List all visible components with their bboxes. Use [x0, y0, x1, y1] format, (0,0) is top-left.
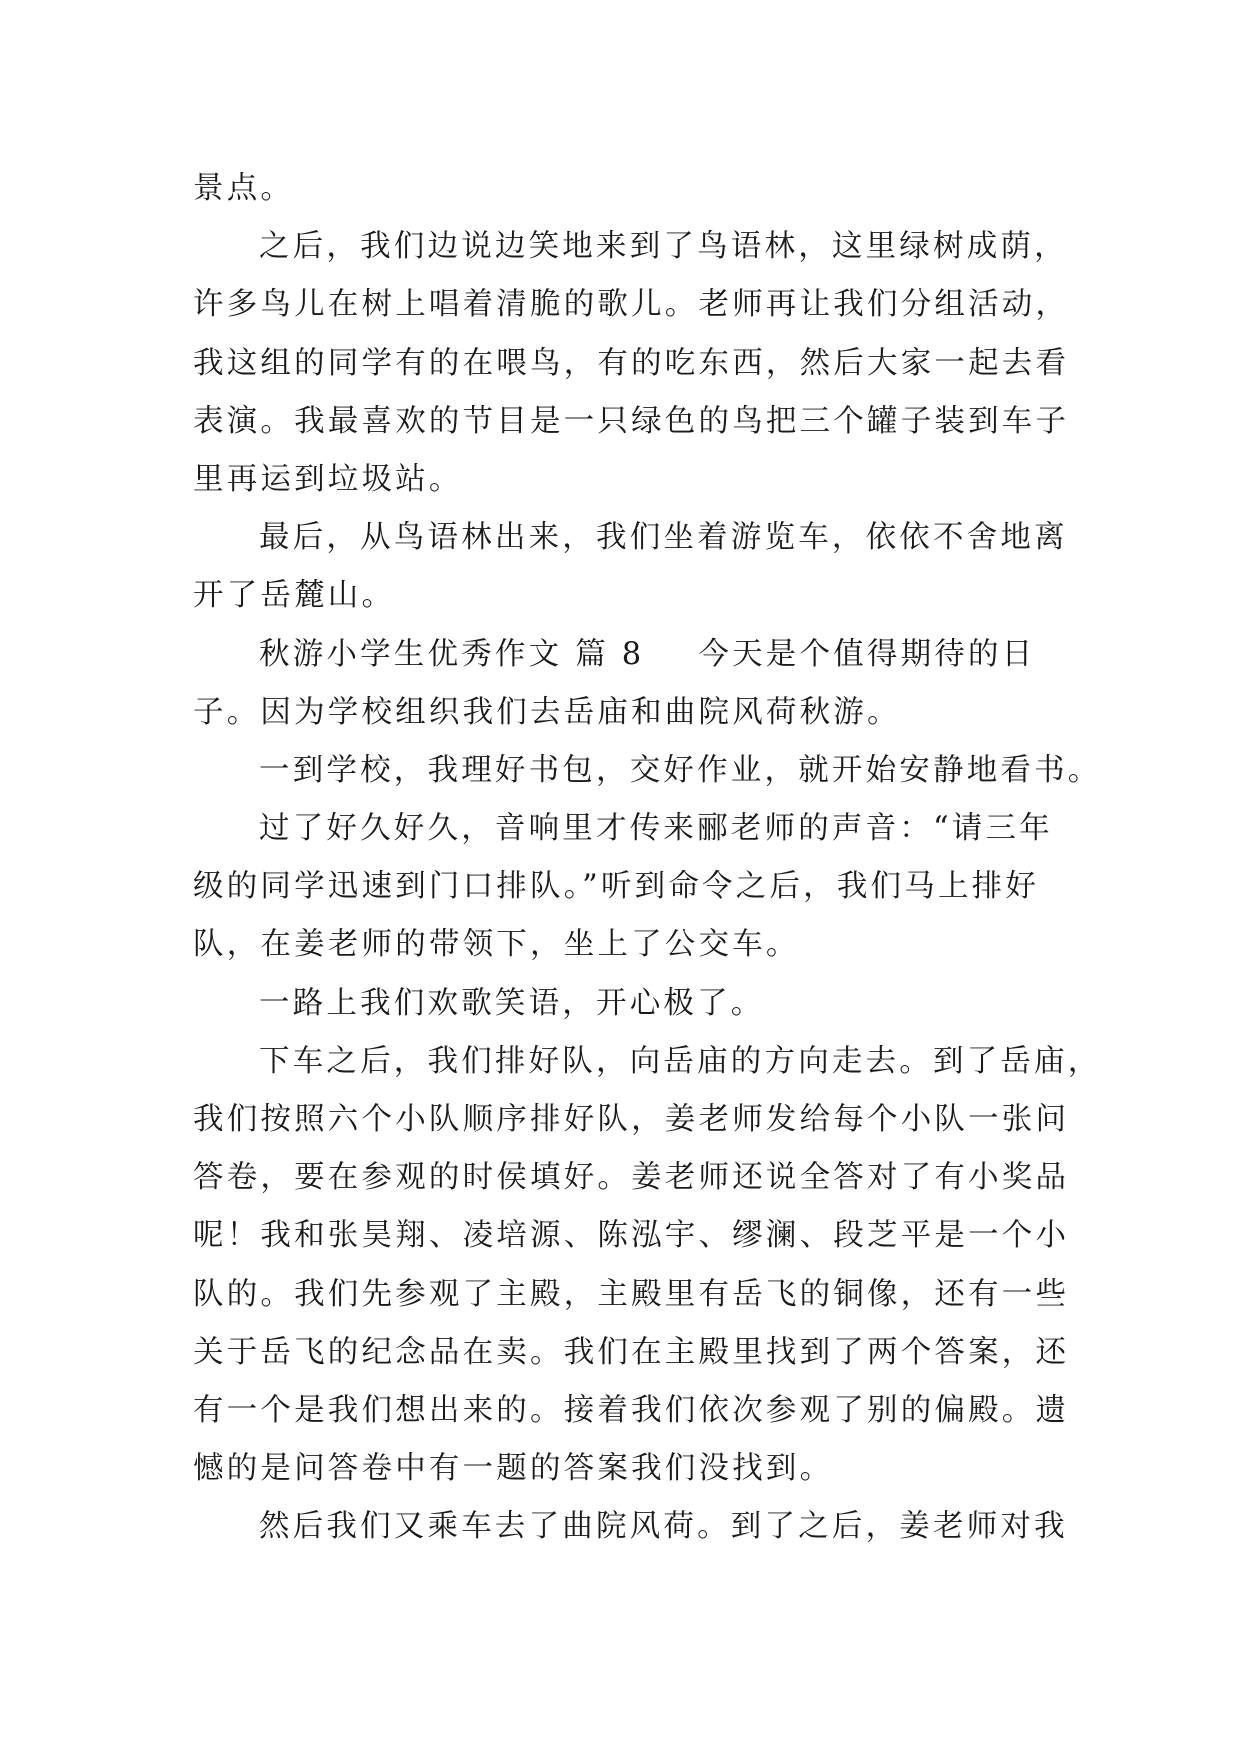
- text-line: 有一个是我们想出来的。接着我们依次参观了别的偏殿。遗: [193, 1392, 1070, 1428]
- section-heading: 秋游小学生优秀作文 篇 8: [259, 636, 645, 672]
- paragraph-line: 一路上我们欢歌笑语，开心极了。: [259, 985, 765, 1021]
- text-line: 景点。: [193, 171, 295, 206]
- text-line: 队，在姜老师的带领下，坐上了公交车。: [193, 927, 800, 963]
- paragraph-line: 最后，从鸟语林出来，我们坐着游览车，依依不舍地离: [259, 520, 1068, 556]
- paragraph-line: 之后，我们边说边笑地来到了鸟语林，这里绿树成荫，: [259, 229, 1068, 265]
- text-line: 表演。我最喜欢的节目是一只绿色的鸟把三个罐子装到车子: [193, 403, 1070, 439]
- paragraph-line: 然后我们又乘车去了曲院风荷。到了之后，姜老师对我: [259, 1509, 1068, 1545]
- text-line: 级的同学迅速到门口排队。”听到命令之后，我们马上排好: [193, 869, 1040, 905]
- section-opening-text: 今天是个值得期待的日: [698, 636, 1036, 672]
- text-line: 里再运到垃圾站。: [193, 461, 463, 497]
- text-line: 答卷，要在参观的时侯填好。姜老师还说全答对了有小奖品: [193, 1160, 1070, 1196]
- text-line: 我们按照六个小队顺序排好队，姜老师发给每个小队一张问: [193, 1102, 1070, 1137]
- text-line: 队的。我们先参观了主殿，主殿里有岳飞的铜像，还有一些: [193, 1276, 1070, 1312]
- text-line: 开了岳麓山。: [193, 578, 396, 614]
- text-line: 子。因为学校组织我们去岳庙和曲院风荷秋游。: [193, 694, 901, 730]
- text-line: 许多鸟儿在树上唱着清脆的歌儿。老师再让我们分组活动，: [193, 287, 1070, 323]
- text-line: 呢！我和张昊翔、凌培源、陈泓宇、缪澜、段芝平是一个小: [193, 1218, 1070, 1254]
- text-line: 憾的是问答卷中有一题的答案我们没找到。: [193, 1451, 834, 1487]
- text-line: 我这组的同学有的在喂鸟，有的吃东西，然后大家一起去看: [193, 345, 1070, 381]
- section-heading-line: [193, 626, 1053, 684]
- text-line: 关于岳飞的纪念品在卖。我们在主殿里找到了两个答案，还: [193, 1334, 1070, 1370]
- paragraph-line: 过了好久好久，音响里才传来郦老师的声音：“请三年: [259, 811, 1053, 847]
- paragraph-line: 下车之后，我们排好队，向岳庙的方向走去。到了岳庙，: [259, 1043, 1102, 1079]
- paragraph-line: 一到学校，我理好书包，交好作业，就开始安静地看书。: [259, 752, 1102, 788]
- document-body: [193, 160, 1102, 1557]
